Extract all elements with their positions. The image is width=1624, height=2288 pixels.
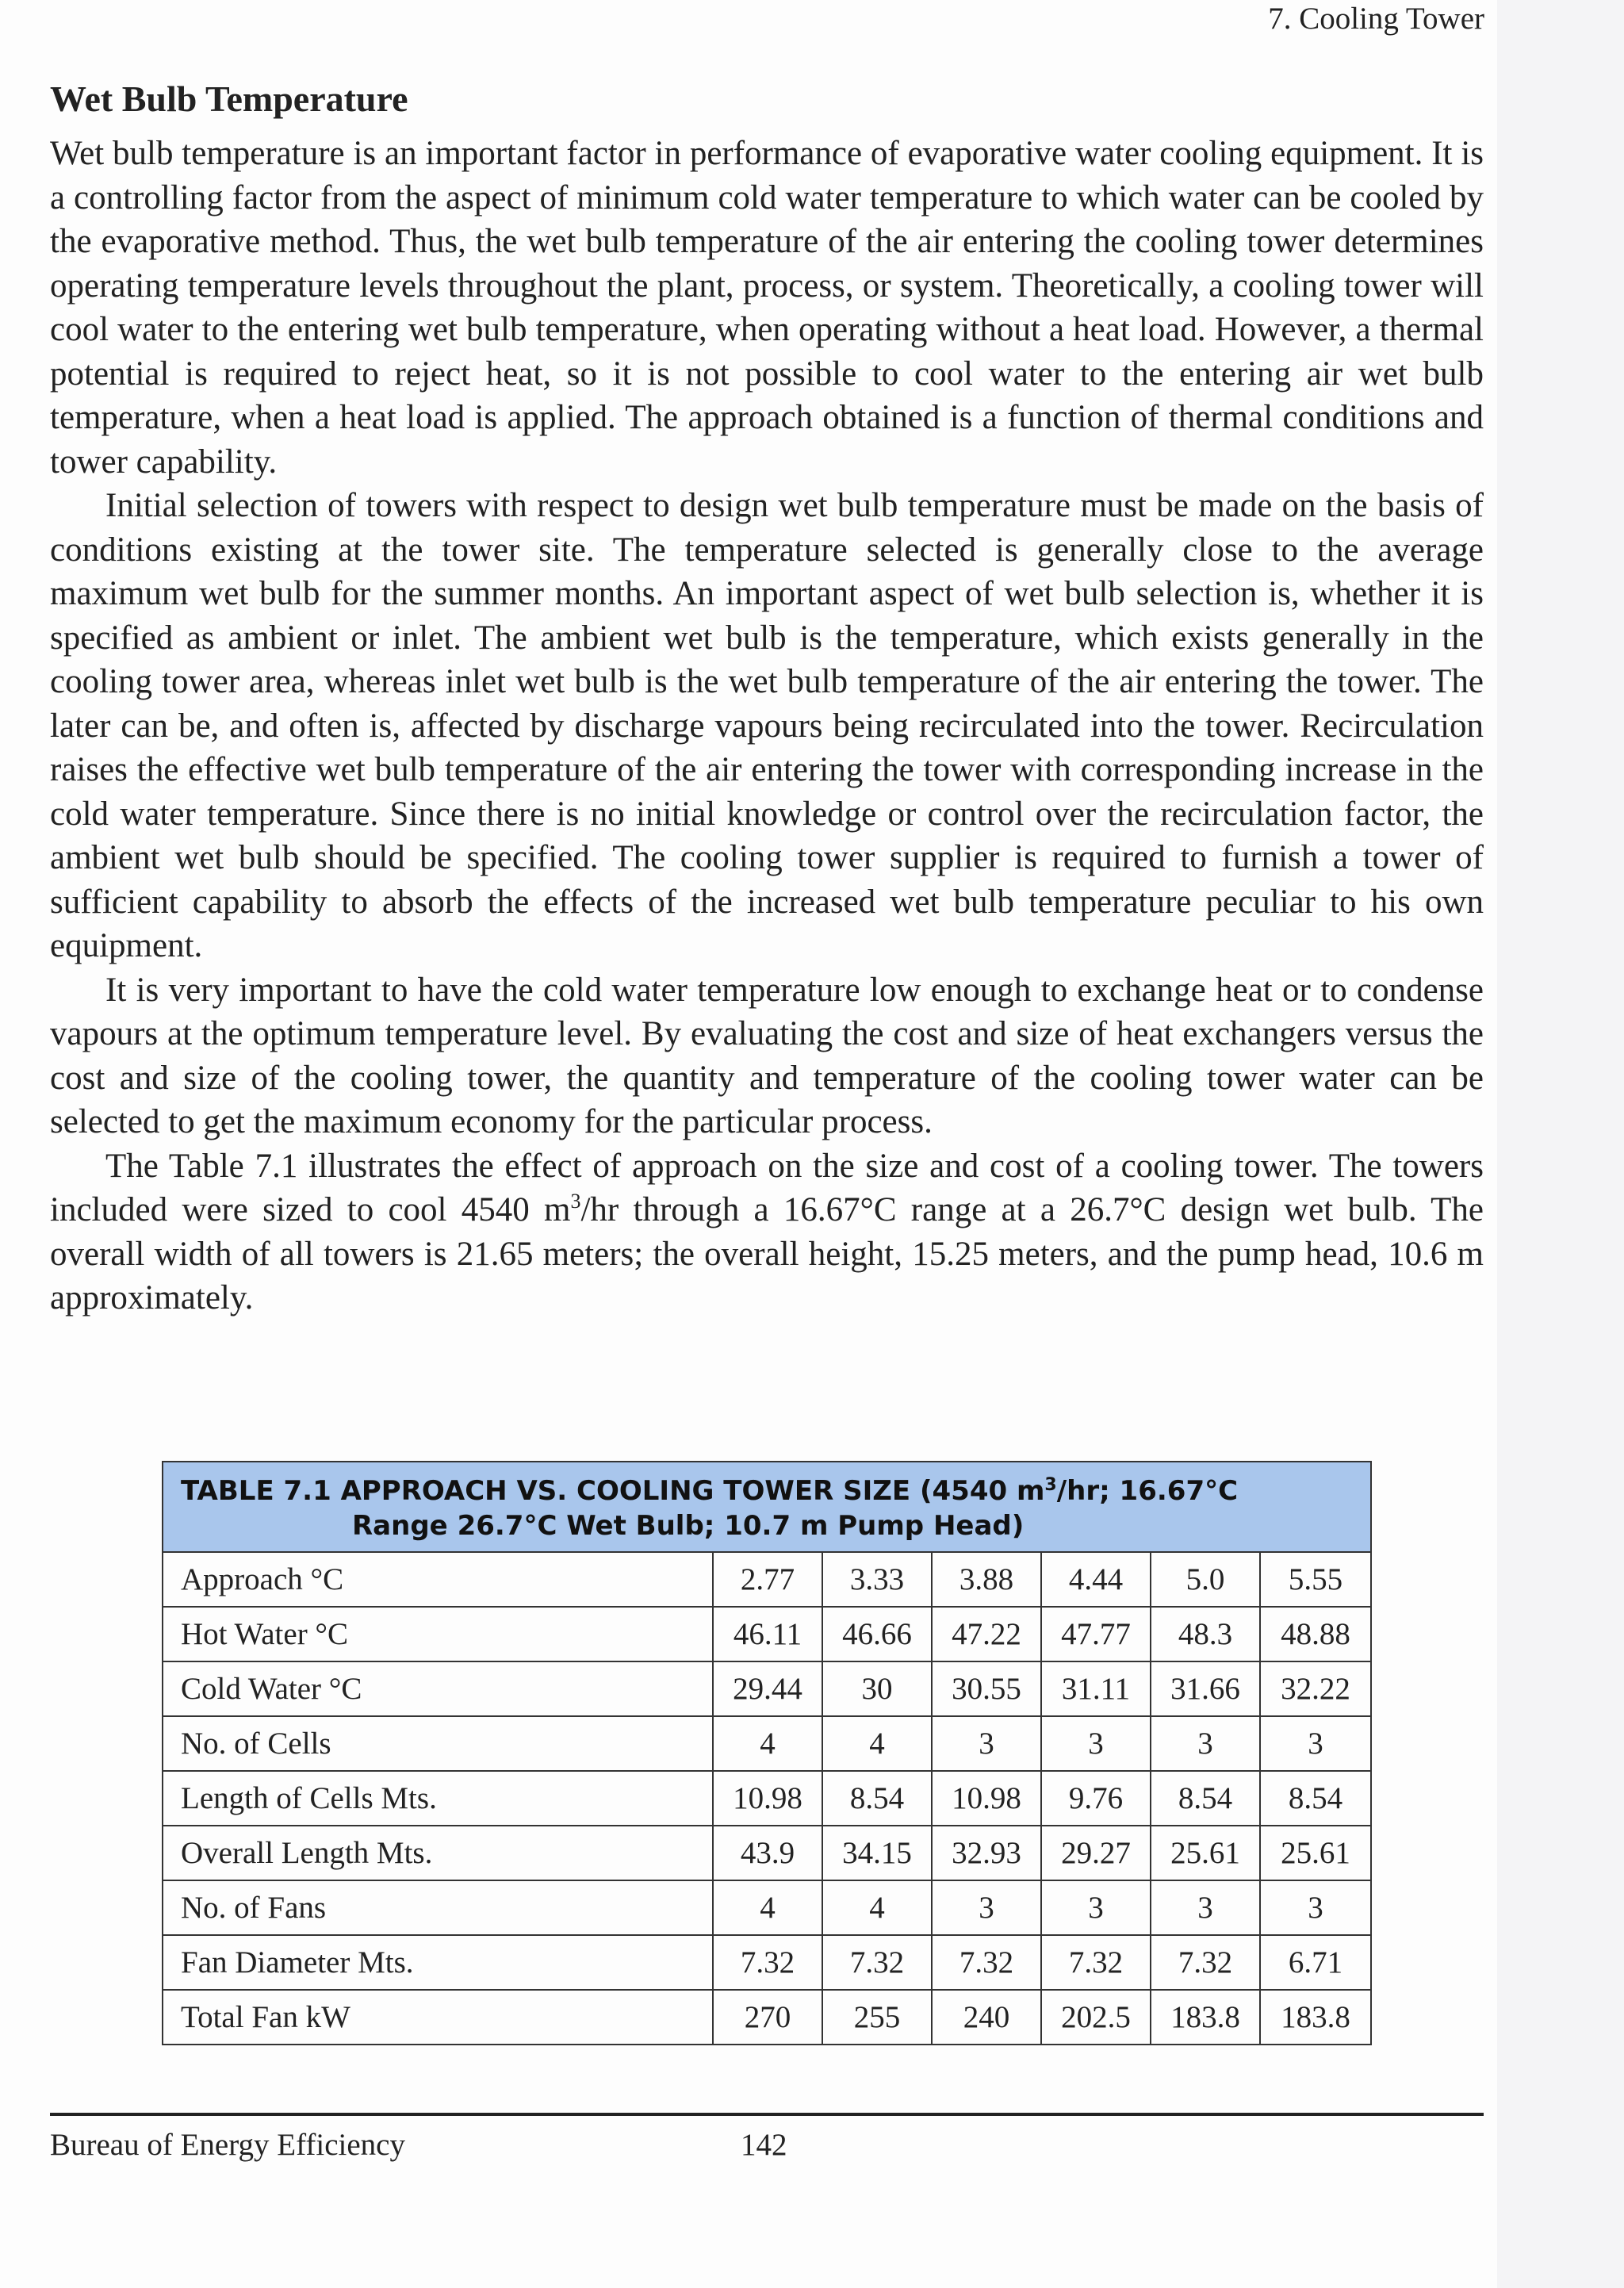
table-cell: 3 <box>932 1716 1041 1771</box>
table-cell: 240 <box>932 1990 1041 2045</box>
paragraph-4-text-a: The Table 7.1 illustrates the effect of approach on the size and cost of a cooling tower. The towers included were sized to cool 4540 m <box>50 1147 1484 1228</box>
page-number: 142 <box>741 2128 787 2162</box>
table-caption-line2: Range 26.7°C Wet Bulb; 10.7 m Pump Head) <box>352 1510 1025 1542</box>
body-text <box>50 132 1484 1320</box>
table-cell: 10.98 <box>932 1771 1041 1826</box>
footer-rule <box>50 2113 1484 2116</box>
table-cell: 34.15 <box>822 1826 932 1880</box>
table-cell: 4 <box>822 1880 932 1935</box>
table-cell: 10.98 <box>713 1771 822 1826</box>
table-cell: 5.0 <box>1151 1552 1260 1607</box>
paragraph-2: Initial selection of towers with respect to design wet bulb temperature must be made on the basis of conditions existing at the tower site. The temperature selected is generally close to the average maximum wet bulb for the summer months. An important aspect of wet bulb selection is, whether it is specified as ambient or inlet. The ambient wet bulb is the temperature, which exists generally in the cooling tower area, whereas inlet wet bulb is the wet bulb temperature of the air entering the tower. The later can be, and often is, affected by discharge vapours being recirculated into the tower. Recirculation raises the effective wet bulb temperature of the air entering the tower with corresponding increase in the cold water temperature. Since there is no initial knowledge or control over the recirculation factor, the ambient wet bulb should be specified. The cooling tower supplier is required to furnish a tower of sufficient capability to absorb the effects of the increased wet bulb temperature peculiar to his own equipment. <box>50 487 1484 964</box>
table-cell: 32.22 <box>1260 1661 1371 1716</box>
table-cell: 5.55 <box>1260 1552 1371 1607</box>
row-label: Total Fan kW <box>163 1990 713 2045</box>
table-cell: 9.76 <box>1041 1771 1151 1826</box>
section-heading: Wet Bulb Temperature <box>50 79 408 119</box>
table-cell: 255 <box>822 1990 932 2045</box>
table-cell: 7.32 <box>822 1935 932 1990</box>
table-cell: 25.61 <box>1260 1826 1371 1880</box>
table-cell: 48.88 <box>1260 1607 1371 1661</box>
table-cell: 3 <box>1041 1880 1151 1935</box>
table-cell: 2.77 <box>713 1552 822 1607</box>
table-row <box>163 1935 1371 1990</box>
table-cell: 46.11 <box>713 1607 822 1661</box>
table-row <box>163 1771 1371 1826</box>
table-row <box>163 1990 1371 2045</box>
paragraph-1: Wet bulb temperature is an important factor in performance of evaporative water cooling equipment. It is a controlling factor from the aspect of minimum cold water temperature to which water can be cooled by the evaporative method. Thus, the wet bulb temperature of the air entering the cooling tower determines operating temperature levels throughout the plant, process, or system. Theoretically, a cooling tower will cool water to the entering wet bulb temperature, when operating without a heat load. However, a thermal potential is required to reject heat, so it is not possible to cool water to the entering air wet bulb temperature, when a heat load is applied. The approach obtained is a function of thermal conditions and tower capability. <box>50 135 1484 481</box>
row-label: Hot Water °C <box>163 1607 713 1661</box>
table-cell: 3 <box>1260 1716 1371 1771</box>
row-label: Cold Water °C <box>163 1661 713 1716</box>
footer-publisher: Bureau of Energy Efficiency <box>50 2128 405 2162</box>
row-label: No. of Cells <box>163 1716 713 1771</box>
table-cell: 7.32 <box>1151 1935 1260 1990</box>
table-caption-text-a: TABLE 7.1 APPROACH VS. COOLING TOWER SIZE (4540 m <box>181 1475 1045 1507</box>
table-caption-line1 <box>181 1475 1238 1507</box>
table-cell: 8.54 <box>1151 1771 1260 1826</box>
table-cell: 48.3 <box>1151 1607 1260 1661</box>
paragraph-3: It is very important to have the cold water temperature low enough to exchange heat or to condense vapours at the optimum temperature level. By evaluating the cost and size of heat exchangers versus the cost and size of the cooling tower, the quantity and temperature of the cooling tower water can be selected to get the maximum economy for the particular process. <box>50 971 1484 1140</box>
table-row <box>163 1880 1371 1935</box>
table-cell: 7.32 <box>932 1935 1041 1990</box>
paragraph-4 <box>50 1144 1484 1320</box>
table-cell: 202.5 <box>1041 1990 1151 2045</box>
table-cell: 29.44 <box>713 1661 822 1716</box>
table-cell: 3.33 <box>822 1552 932 1607</box>
row-label: Approach °C <box>163 1552 713 1607</box>
row-label: No. of Fans <box>163 1880 713 1935</box>
table-cell: 8.54 <box>1260 1771 1371 1826</box>
table-caption <box>162 1461 1372 1551</box>
paragraph-4-text-b: /hr through a 16.67°C range at a 26.7°C design wet bulb. The overall width of all towers is 21.65 meters; the overall height, 15.25 meters, and the pump head, 10.6 m approximately. <box>50 1191 1484 1316</box>
table-row <box>163 1552 1371 1607</box>
table-body <box>163 1552 1371 2045</box>
table-caption-text-b: /hr; 16.67°C <box>1056 1475 1239 1507</box>
approach-vs-tower-size-table <box>162 1461 1372 2045</box>
table-container <box>162 1461 1370 2045</box>
table-cell: 3 <box>1151 1880 1260 1935</box>
table-cell: 30.55 <box>932 1661 1041 1716</box>
table-cell: 6.71 <box>1260 1935 1371 1990</box>
table-cell: 25.61 <box>1151 1826 1260 1880</box>
table-cell: 7.32 <box>1041 1935 1151 1990</box>
table-cell: 7.32 <box>713 1935 822 1990</box>
table-row <box>163 1607 1371 1661</box>
table-cell: 46.66 <box>822 1607 932 1661</box>
table-cell: 4 <box>713 1716 822 1771</box>
table-cell: 29.27 <box>1041 1826 1151 1880</box>
table-cell: 8.54 <box>822 1771 932 1826</box>
table-cell: 30 <box>822 1661 932 1716</box>
table-row <box>163 1716 1371 1771</box>
table-cell: 3 <box>932 1880 1041 1935</box>
table-cell: 183.8 <box>1151 1990 1260 2045</box>
table-cell: 32.93 <box>932 1826 1041 1880</box>
table-cell: 3 <box>1151 1716 1260 1771</box>
page-edge-band <box>1497 0 1624 2288</box>
table-cell: 31.11 <box>1041 1661 1151 1716</box>
table-cell: 47.22 <box>932 1607 1041 1661</box>
paragraph-4-superscript: 3 <box>570 1190 581 1213</box>
table-cell: 183.8 <box>1260 1990 1371 2045</box>
running-header: 7. Cooling Tower <box>1268 2 1484 36</box>
row-label: Overall Length Mts. <box>163 1826 713 1880</box>
table-row <box>163 1661 1371 1716</box>
table-caption-superscript: 3 <box>1044 1475 1057 1495</box>
row-label: Fan Diameter Mts. <box>163 1935 713 1990</box>
table-cell: 3 <box>1260 1880 1371 1935</box>
row-label: Length of Cells Mts. <box>163 1771 713 1826</box>
table-cell: 43.9 <box>713 1826 822 1880</box>
table-cell: 3.88 <box>932 1552 1041 1607</box>
table-row <box>163 1826 1371 1880</box>
table-cell: 4.44 <box>1041 1552 1151 1607</box>
table-cell: 31.66 <box>1151 1661 1260 1716</box>
table-cell: 4 <box>713 1880 822 1935</box>
table-cell: 47.77 <box>1041 1607 1151 1661</box>
table-cell: 270 <box>713 1990 822 2045</box>
table-cell: 4 <box>822 1716 932 1771</box>
table-cell: 3 <box>1041 1716 1151 1771</box>
